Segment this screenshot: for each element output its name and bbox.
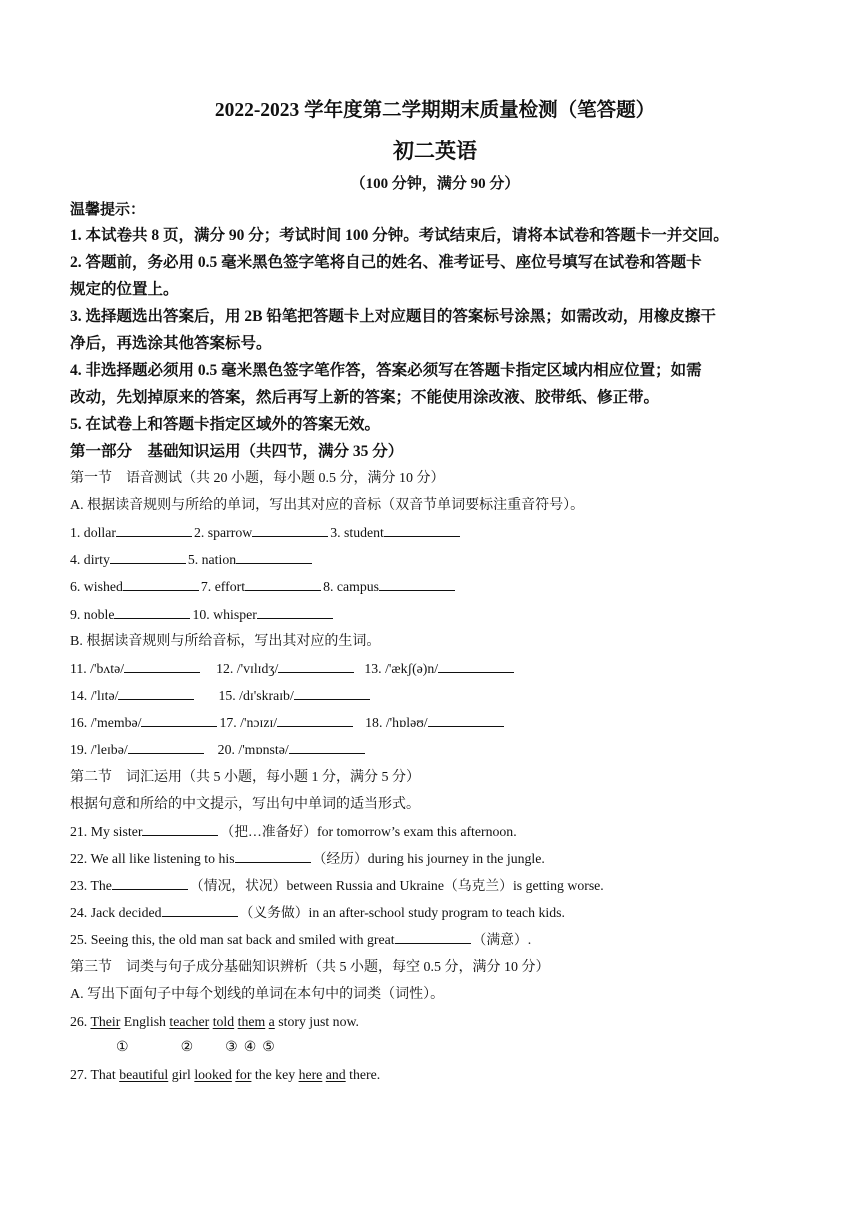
sentence-end: there.: [349, 1066, 381, 1082]
underlined-word: looked: [194, 1066, 232, 1082]
question-row: [70, 845, 800, 872]
sentence-middle: between Russia and Ukraine: [286, 878, 444, 894]
answer-blank[interactable]: [112, 877, 188, 890]
question-row: [70, 682, 800, 709]
answer-blank[interactable]: [141, 714, 217, 727]
underlined-word: told: [212, 1013, 235, 1029]
marker: ④: [243, 1039, 257, 1055]
underlined-word: for: [235, 1066, 252, 1082]
answer-blank[interactable]: [438, 660, 514, 673]
sentence-start: 23. The: [70, 878, 112, 894]
exam-title: 2022-2023 学年度第二学期期末质量检测（笔答题）: [214, 100, 656, 121]
tip-line: 4. 非选择题必须用 0.5 毫米黑色签字笔作答，答案必须写在答题卡指定区域内相应位置；如需: [70, 362, 702, 379]
chinese-hint: （经历）: [312, 850, 368, 866]
sentence-end: for tomorrow’s exam this afternoon.: [317, 823, 517, 839]
question-row: [70, 1061, 800, 1088]
part1-title: 第一部分 基础知识运用（共四节，满分 35 分）: [70, 443, 404, 460]
underlined-word: Their: [90, 1013, 121, 1029]
sentence-end: in an after-school study program to teach kids.: [308, 905, 565, 921]
section1-instruction-b: B. 根据读音规则与所给音标，写出其对应的生词。: [70, 633, 381, 649]
question-word: 2. sparrow: [193, 525, 253, 540]
sentence-start: 24. Jack decided: [70, 905, 162, 921]
answer-blank[interactable]: [118, 687, 194, 700]
question-row: [70, 573, 800, 600]
chinese-hint: （乌克兰）: [443, 878, 513, 894]
marker: ⑤: [262, 1039, 275, 1055]
answer-blank[interactable]: [257, 606, 333, 619]
chinese-hint: （把…准备好）: [220, 823, 318, 839]
question-phonetic: 12. /'vɪlɪdʒ/: [216, 660, 279, 676]
sentence-start: 27. That: [70, 1066, 116, 1082]
answer-blank[interactable]: [277, 714, 353, 727]
answer-blank[interactable]: [116, 524, 192, 537]
question-row: [70, 655, 800, 682]
answer-blank[interactable]: [289, 741, 365, 754]
question-phonetic: 16. /'membə/: [70, 715, 142, 731]
question-phonetic: 19. /'leɪbə/: [70, 742, 128, 758]
question-word: 1. dollar: [70, 525, 116, 540]
chinese-hint: （义务做）: [239, 905, 309, 921]
answer-blank[interactable]: [236, 551, 312, 564]
question-number: 26.: [70, 1013, 88, 1029]
tip-line: 5. 在试卷上和答题卡指定区域外的答案无效。: [70, 416, 381, 433]
question-row: [70, 899, 800, 926]
question-word: 3. student: [330, 525, 384, 540]
underlined-word: beautiful: [119, 1066, 169, 1082]
question-row: [70, 1008, 800, 1035]
tip-line: 净后，再选涂其他答案标号。: [70, 335, 272, 352]
section2-instruction: 根据句意和所给的中文提示，写出句中单词的适当形式。: [70, 796, 420, 812]
tip-line: 2. 答题前，务必用 0.5 毫米黑色签字笔将自己的姓名、准考证号、座位号填写在试卷和答题卡: [70, 254, 702, 271]
answer-blank[interactable]: [110, 551, 186, 564]
section2-title: 第二节 词汇运用（共 5 小题，每小题 1 分，满分 5 分）: [70, 769, 420, 785]
answer-blank[interactable]: [162, 904, 238, 917]
answer-blank[interactable]: [114, 606, 190, 619]
question-row: [70, 926, 800, 953]
sentence-start: 25. Seeing this, the old man sat back and smiled with great: [70, 932, 395, 948]
question-word: 7. effort: [200, 579, 246, 595]
chinese-hint: （满意）: [472, 932, 528, 948]
answer-blank[interactable]: [252, 524, 328, 537]
answer-blank[interactable]: [395, 931, 471, 944]
tip-line: 改动，先划掉原来的答案，然后再写上新的答案；不能使用涂改液、胶带纸、修正带。: [70, 389, 660, 406]
sentence-end: .: [527, 932, 532, 948]
question-row: [70, 736, 800, 763]
exam-duration: （100 分钟，满分 90 分）: [350, 176, 520, 192]
answer-blank[interactable]: [124, 660, 200, 673]
sentence-word: English: [123, 1013, 166, 1029]
underlined-word: here: [298, 1066, 323, 1082]
answer-blank[interactable]: [384, 524, 460, 537]
exam-page: [70, 96, 800, 1088]
answer-blank[interactable]: [128, 741, 204, 754]
answer-blank[interactable]: [123, 578, 199, 591]
section1-instruction-a: A. 根据读音规则与所给的单词，写出其对应的音标（双音节单词要标注重音符号）。: [70, 498, 585, 513]
answer-blank[interactable]: [245, 578, 321, 591]
question-phonetic: 18. /'hɒləʊ/: [365, 715, 428, 731]
sentence-end: during his journey in the jungle.: [367, 850, 545, 866]
question-phonetic: 14. /'lɪtə/: [70, 688, 119, 704]
question-word: 8. campus: [323, 579, 380, 595]
answer-blank[interactable]: [379, 578, 455, 591]
marker: ①: [116, 1039, 129, 1055]
question-row: [70, 872, 800, 899]
question-phonetic: 17. /'nɔɪzɪ/: [219, 715, 278, 731]
tip-line: 3. 选择题选出答案后，用 2B 铅笔把答题卡上对应题目的答案标号涂黑；如需改动，用橡皮擦干: [70, 308, 716, 325]
underlined-word: and: [325, 1066, 346, 1082]
question-word: 9. noble: [70, 606, 115, 622]
sentence-start: 22. We all like listening to his: [70, 850, 235, 866]
marker: ③: [225, 1039, 238, 1055]
sentence-word: the key: [254, 1066, 296, 1082]
tip-line: 规定的位置上。: [70, 281, 179, 298]
question-word: 6. wished: [70, 579, 123, 595]
question-word: 5. nation: [187, 552, 237, 568]
question-row: [70, 601, 800, 628]
question-phonetic: 15. /dɪ'skraɪb/: [218, 688, 294, 704]
answer-blank[interactable]: [142, 823, 218, 836]
sentence-end: is getting worse.: [512, 878, 604, 894]
sentence-word: girl: [171, 1066, 191, 1082]
circled-markers: [70, 1035, 800, 1061]
answer-blank[interactable]: [278, 660, 354, 673]
answer-blank[interactable]: [428, 714, 504, 727]
question-row: [70, 818, 800, 845]
tips-heading: 温馨提示：: [70, 202, 146, 218]
question-row: [70, 709, 800, 736]
sentence-end: story just now.: [278, 1013, 359, 1029]
underlined-word: teacher: [169, 1013, 210, 1029]
section3-instruction-a: A. 写出下面句子中每个划线的单词在本句中的词类（词性）。: [70, 986, 445, 1002]
underlined-word: a: [268, 1013, 275, 1029]
answer-blank[interactable]: [235, 850, 311, 863]
question-phonetic: 20. /'mɒnstə/: [217, 742, 289, 758]
answer-blank[interactable]: [294, 687, 370, 700]
question-word: 4. dirty: [70, 552, 110, 568]
sentence-start: 21. My sister: [70, 823, 143, 839]
question-phonetic: 13. /'ækʃ(ə)n/: [364, 660, 439, 676]
exam-subtitle: 初二英语: [393, 139, 477, 163]
section1-title: 第一节 语音测试（共 20 小题，每小题 0.5 分，满分 10 分）: [70, 471, 445, 486]
question-phonetic: 11. /'bʌtə/: [70, 660, 125, 676]
marker: ②: [180, 1039, 194, 1055]
tip-line: 1. 本试卷共 8 页，满分 90 分；考试时间 100 分钟。考试结束后，请将本试卷和答题卡一并交回。: [70, 227, 729, 244]
section3-title: 第三节 词类与句子成分基础知识辨析（共 5 小题，每空 0.5 分，满分 10 分）: [70, 959, 550, 975]
question-row: [70, 519, 800, 546]
chinese-hint: （情况，状况）: [189, 878, 287, 894]
question-row: [70, 546, 800, 573]
underlined-word: them: [237, 1013, 266, 1029]
question-word: 10. whisper: [192, 606, 257, 622]
